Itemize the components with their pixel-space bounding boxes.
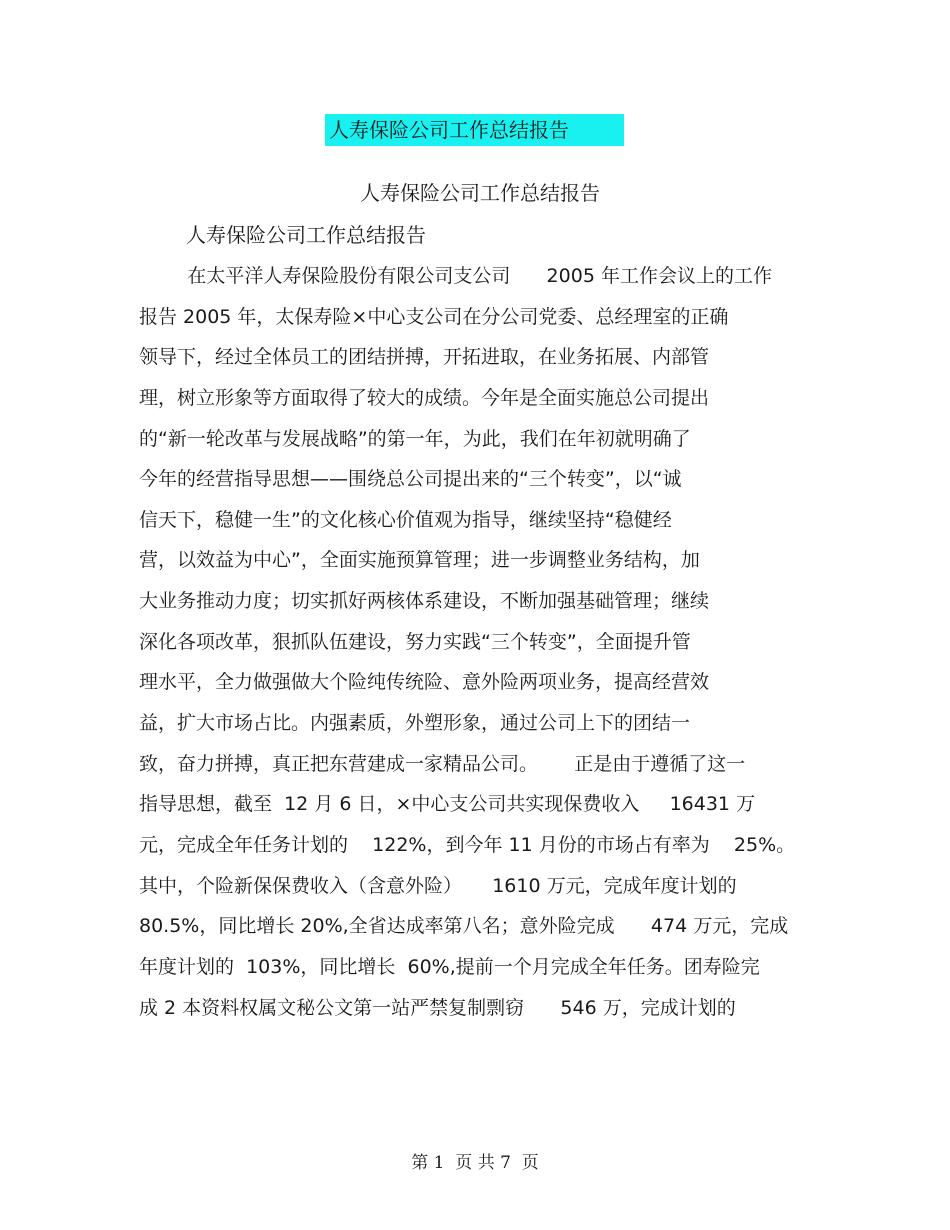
body-line: 的“新一轮改革与发展战略”的第一年，为此，我们在年初就明确了 <box>139 427 691 450</box>
body-line: 成 2 本资料权属文秘公文第一站严禁复制剽窃 546 万，完成计划的 <box>139 996 736 1019</box>
body-line: 指导思想，截至 12 月 6 日，×中心支公司共实现保费收入 16431 万 <box>139 793 756 816</box>
header-title: 人寿保险公司工作总结报告 <box>325 114 624 146</box>
body-line: 营，以效益为中心”，全面实施预算管理；进一步调整业务结构，加 <box>139 549 700 572</box>
body-line: 深化各项改革，狠抓队伍建设，努力实践“三个转变”，全面提升管 <box>139 630 691 653</box>
body-line: 理，树立形象等方面取得了较大的成绩。今年是全面实施总公司提出 <box>139 386 710 409</box>
document-subtitle: 人寿保险公司工作总结报告 <box>186 223 426 247</box>
page-footer: 第 1 页 共 7 页 <box>411 1153 539 1173</box>
body-line: 报告 2005 年，太保寿险×中心支公司在分公司党委、总经理室的正确 <box>139 305 729 328</box>
body-line: 今年的经营指导思想——围绕总公司提出来的“三个转变”，以“诚 <box>139 468 682 491</box>
body-line: 领导下，经过全体员工的团结拼搏，开拓进取，在业务拓展、内部管 <box>139 346 710 369</box>
body-line: 信天下，稳健一生”的文化核心价值观为指导，继续坚持“稳健经 <box>139 508 672 531</box>
body-line: 其中，个险新保保费收入（含意外险） 1610 万元，完成年度计划的 <box>139 874 737 897</box>
body-line: 致，奋力拼搏，真正把东营建成一家精品公司。 正是由于遵循了这一 <box>139 752 746 775</box>
body-line: 益，扩大市场占比。内强素质，外塑形象，通过公司上下的团结一 <box>139 712 691 735</box>
body-text <box>139 259 819 1031</box>
body-line: 在太平洋人寿保险股份有限公司支公司 2005 年工作会议上的工作 <box>139 265 772 287</box>
body-line: 大业务推动力度；切实抓好两核体系建设，不断加强基础管理；继续 <box>139 590 710 613</box>
body-line: 80.5%，同比增长 20%,全省达成率第八名；意外险完成 474 万元，完成 <box>139 915 789 938</box>
body-line: 元，完成全年任务计划的 122%，到今年 11 月份的市场占有率为 25%。 <box>139 833 796 856</box>
document-title: 人寿保险公司工作总结报告 <box>360 181 600 205</box>
body-line: 理水平，全力做强做大个险纯传统险、意外险两项业务，提高经营效 <box>139 671 710 694</box>
body-line: 年度计划的 103%，同比增长 60%,提前一个月完成全年任务。团寿险完 <box>139 955 760 978</box>
